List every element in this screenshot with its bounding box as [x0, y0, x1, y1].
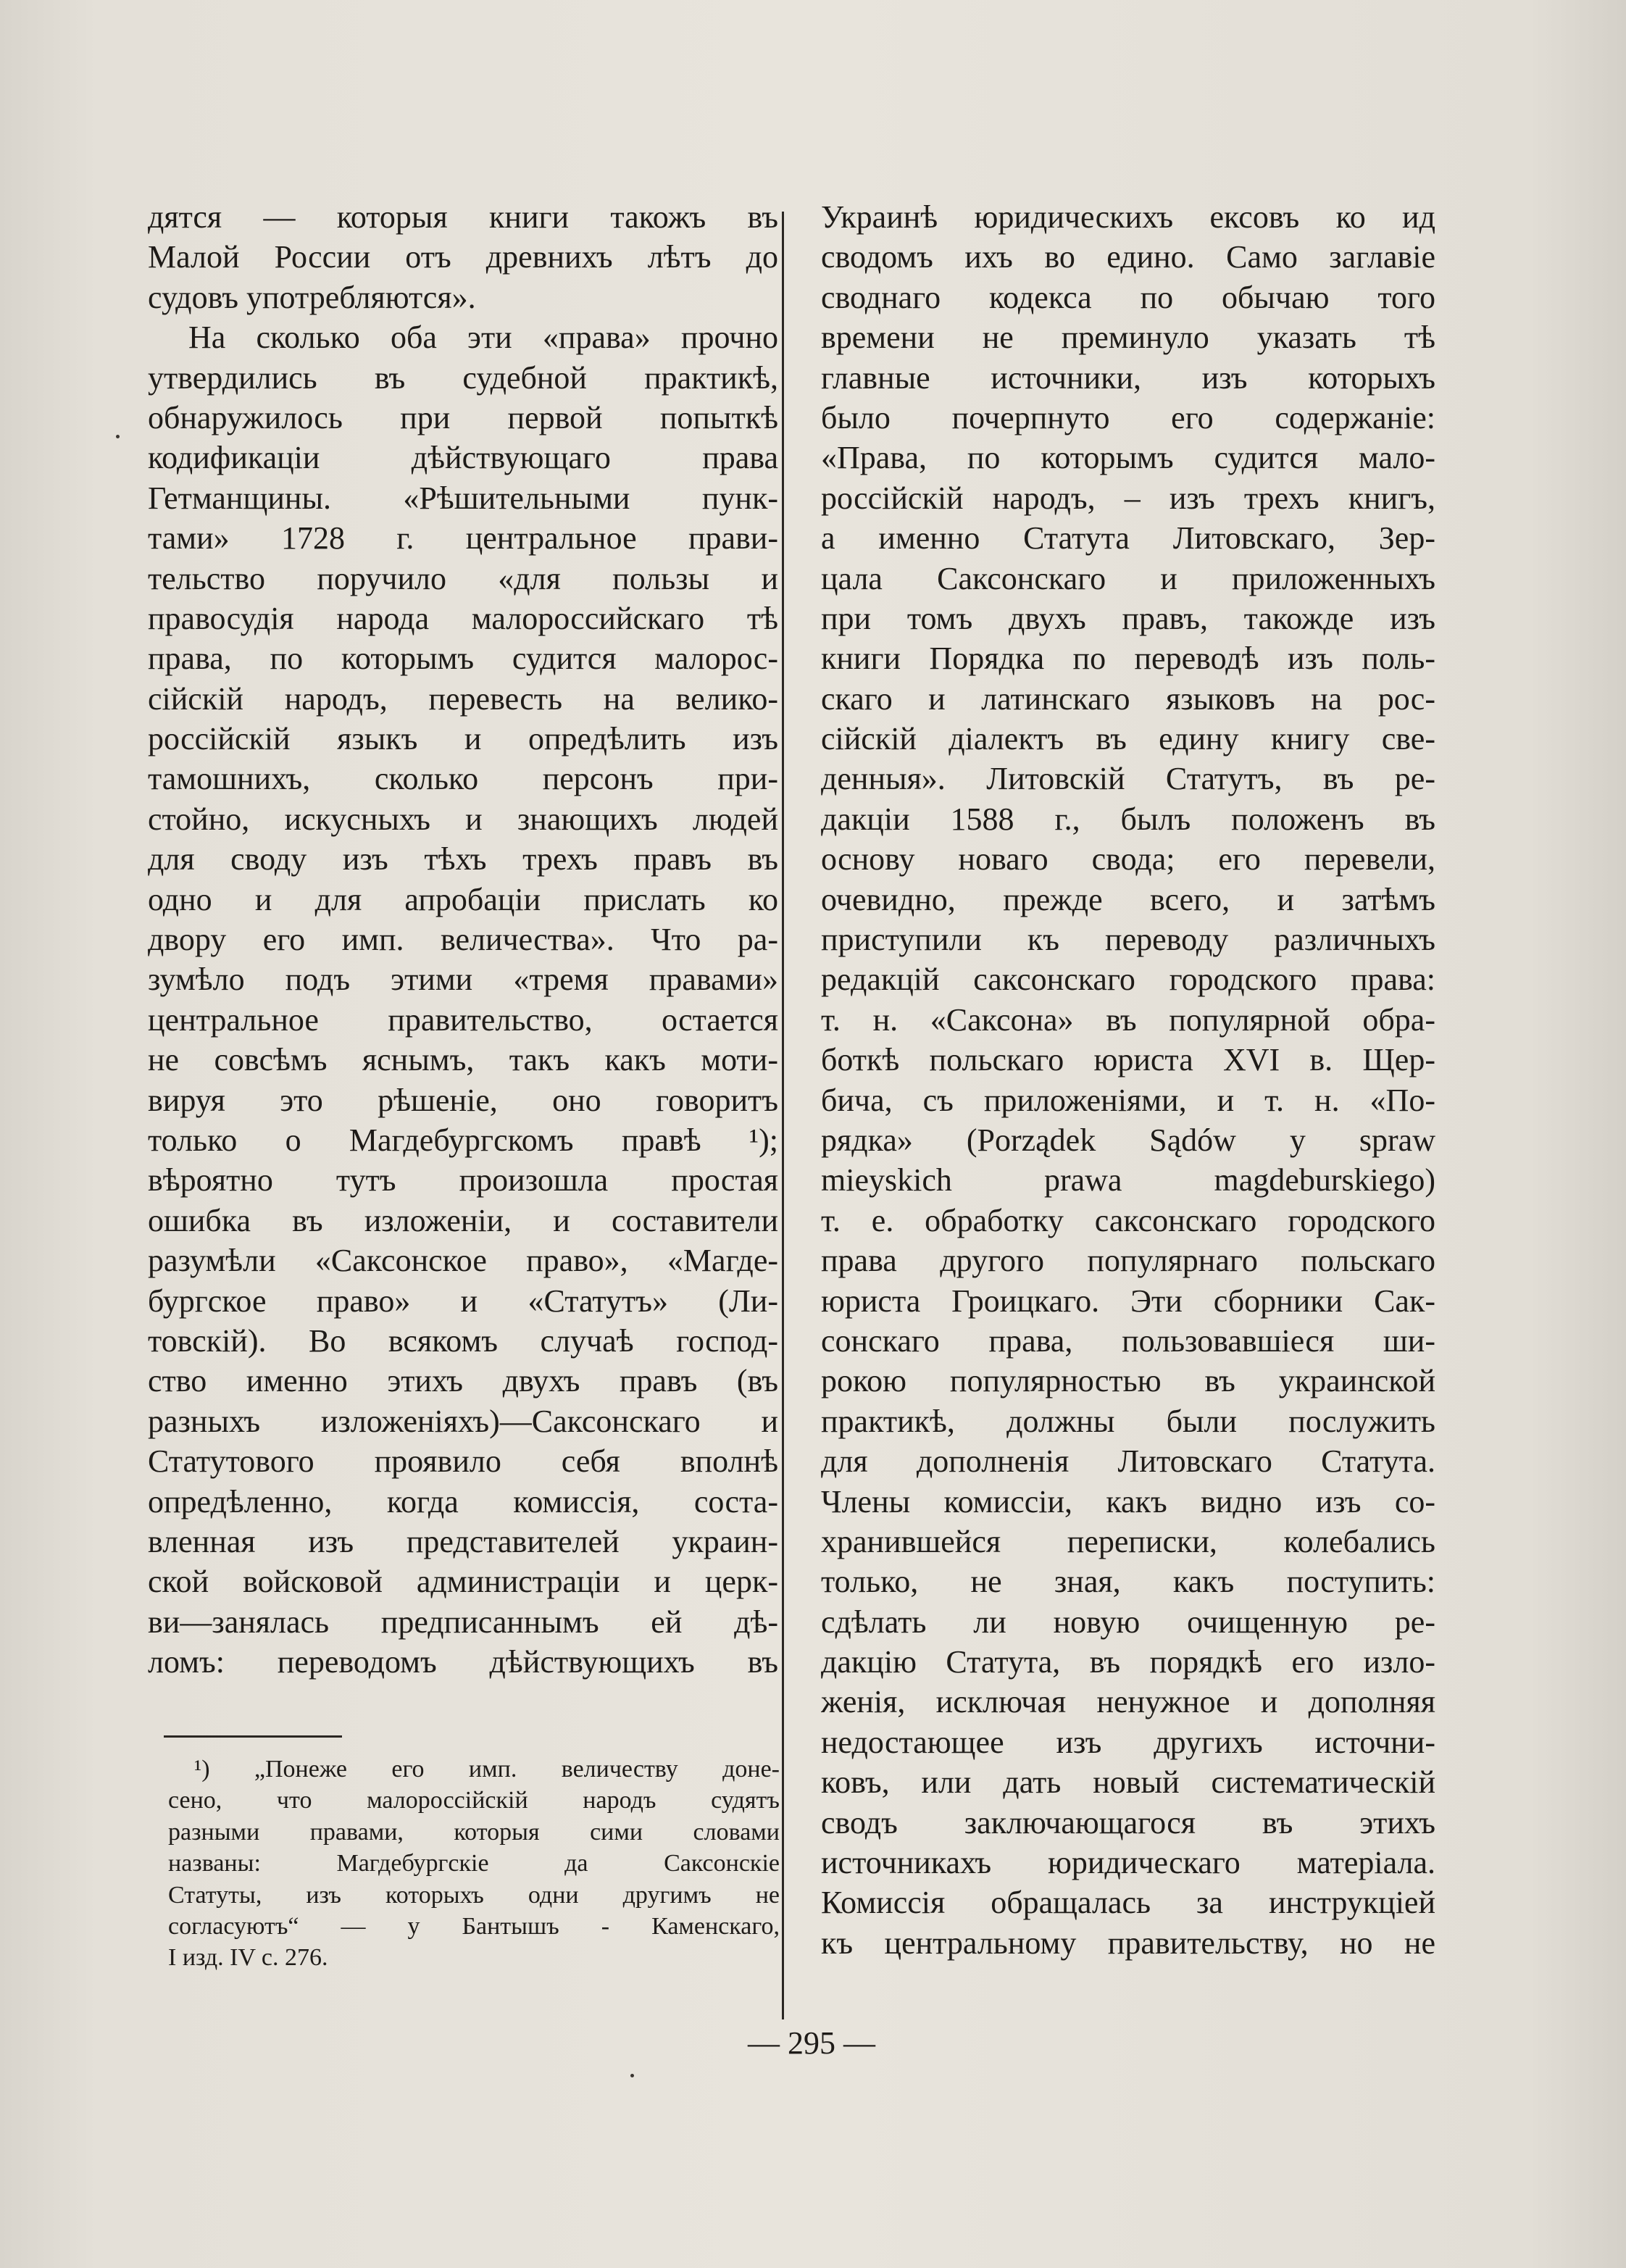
footnote-line: сено, что малороссійскій народъ судятъ [168, 1787, 780, 1814]
text-line: центральное правительство, остается [148, 1001, 778, 1038]
text-line: только о Магдебургскомъ правѣ ¹); [148, 1122, 778, 1158]
text-line: стойно, искусныхъ и знающихъ людей [148, 801, 778, 837]
footnote-rule [164, 1735, 342, 1738]
text-line: разумѣли «Саксонское право», «Магде- [148, 1243, 778, 1279]
text-line: денныя». Литовскій Статутъ, въ ре- [821, 761, 1435, 797]
text-line: скаго и латинскаго языковъ на рос- [821, 680, 1435, 717]
text-line: женія, исключая ненужное и дополняя [821, 1684, 1435, 1720]
text-line: дятся — которыя книги такожъ въ [148, 199, 778, 235]
text-line: «Права, по которымъ судится мало- [821, 440, 1435, 476]
text-line: сводомъ ихъ во едино. Само заглавіе [821, 239, 1435, 275]
text-line: ство именно этихъ двухъ правъ (въ [148, 1363, 778, 1399]
text-line: приступили къ переводу различныхъ [821, 922, 1435, 958]
text-line: основу новаго свода; его перевели, [821, 841, 1435, 877]
text-line: при томъ двухъ правъ, такожде изъ [821, 600, 1435, 636]
text-line: т. е. обработку саксонскаго городского [821, 1202, 1435, 1238]
footnote-line: I изд. IV с. 276. [168, 1944, 328, 1972]
text-line: недостающее изъ другихъ источни- [821, 1724, 1435, 1760]
text-line: Статутового проявило себя вполнѣ [148, 1443, 778, 1480]
text-line: зумѣло подъ этими «тремя правами» [148, 962, 778, 998]
text-line: Малой России отъ древнихъ лѣтъ до [148, 239, 778, 275]
text-line: своднаго кодекса по обычаю того [821, 279, 1435, 315]
text-line: ошибка въ изложеніи, и составители [148, 1202, 778, 1238]
text-line: ломъ: переводомъ дѣйствующихъ въ [148, 1644, 778, 1680]
text-line: разныхъ изложеніяхъ)—Саксонскаго и [148, 1403, 778, 1439]
text-line: правосудія народа малороссийскаго тѣ [148, 600, 778, 636]
text-line: источникахъ юридическаго матеріала. [821, 1845, 1435, 1881]
text-line: дакціи 1588 г., былъ положенъ въ [821, 801, 1435, 837]
text-line: тельство поручило «для пользы и [148, 560, 778, 596]
text-line: юриста Гроицкаго. Эти сборники Сак- [821, 1283, 1435, 1319]
text-line: сводъ заключающагося въ этихъ [821, 1804, 1435, 1840]
text-line: опредѣленно, когда комиссія, соста- [148, 1483, 778, 1519]
print-speck [116, 435, 120, 438]
footnote-line: названы: Магдебургскіе да Саксонскіе [168, 1850, 780, 1877]
text-line: редакцій саксонскаго городского права: [821, 962, 1435, 998]
text-line: утвердились въ судебной практикѣ, [148, 359, 778, 396]
text-line: права другого популярнаго польскаго [821, 1243, 1435, 1279]
text-line: было почерпнуто его содержаніе: [821, 399, 1435, 435]
text-line: боткѣ польскаго юриста XVI в. Щер- [821, 1042, 1435, 1078]
text-line: кодификаціи дѣйствующаго права [148, 440, 778, 476]
text-line: а именно Статута Литовскаго, Зер- [821, 520, 1435, 556]
text-line: книги Порядка по переводѣ изъ поль- [821, 641, 1435, 677]
text-line: права, по которымъ судится малорос- [148, 641, 778, 677]
footnote-line: разными правами, которыя сими словами [168, 1818, 780, 1846]
footnote-line: согласуютъ“ — у Бантышъ - Каменскаго, [168, 1912, 780, 1940]
footnote-line: Статуты, изъ которыхъ одни другимъ не [168, 1881, 780, 1909]
text-line: сійскій діалектъ въ едину книгу све- [821, 721, 1435, 757]
text-line: для дополненія Литовскаго Статута. [821, 1443, 1435, 1480]
text-line: практикѣ, должны были послужить [821, 1403, 1435, 1439]
text-line: главные источники, изъ которыхъ [821, 359, 1435, 396]
text-line: вленная изъ представителей украин- [148, 1523, 778, 1559]
text-line: тамошнихъ, сколько персонъ при- [148, 761, 778, 797]
text-line: вируя это рѣшеніе, оно говоритъ [148, 1082, 778, 1118]
text-line: сдѣлать ли новую очищенную ре- [821, 1604, 1435, 1640]
text-line: россійскій народъ, – изъ трехъ книгъ, [821, 480, 1435, 516]
text-line: обнаружилось при первой попыткѣ [148, 399, 778, 435]
left-column [148, 197, 778, 1682]
footnote-line: ¹) „Понеже его имп. величеству доне- [194, 1756, 780, 1783]
text-line: Члены комиссіи, какъ видно изъ со- [821, 1483, 1435, 1519]
text-line: ской войсковой администраціи и церк- [148, 1564, 778, 1600]
text-line: бургское право» и «Статутъ» (Ли- [148, 1283, 778, 1319]
column-divider [782, 212, 784, 2019]
text-line: Украинѣ юридическихъ ексовъ ко ид [821, 199, 1435, 235]
text-line: ковъ, или дать новый систематическій [821, 1764, 1435, 1801]
text-line: къ центральному правительству, но не [821, 1925, 1435, 1961]
text-line: хранившейся переписки, колебались [821, 1523, 1435, 1559]
text-line: россійскій языкъ и опредѣлить изъ [148, 721, 778, 757]
text-line: тами» 1728 г. центральное прави- [148, 520, 778, 556]
text-line: судовъ употребляются». [148, 279, 476, 315]
text-line: двору его имп. величества». Что ра- [148, 922, 778, 958]
text-line: только, не зная, какъ поступить: [821, 1564, 1435, 1600]
text-line: ви—занялась предписаннымъ ей дѣ- [148, 1604, 778, 1640]
text-line: времени не преминуло указать тѣ [821, 320, 1435, 356]
text-line: рокою популярностью въ украинской [821, 1363, 1435, 1399]
text-line: сонскаго права, пользовавшіеся ши- [821, 1322, 1435, 1359]
text-line: Гетманщины. «Рѣшительными пунк- [148, 480, 778, 516]
text-line: рядка» (Porządek Sądów y spraw [821, 1122, 1435, 1158]
text-line: не совсѣмъ яснымъ, такъ какъ моти- [148, 1042, 778, 1078]
text-line: сійскій народъ, перевесть на велико- [148, 680, 778, 717]
footnote [168, 1754, 780, 1974]
text-line: На сколько оба эти «права» прочно [188, 320, 778, 356]
text-line: товскій). Во всякомъ случаѣ господ- [148, 1322, 778, 1359]
text-line: одно и для апробаціи прислать ко [148, 881, 778, 917]
text-line: т. н. «Саксона» въ популярной обра- [821, 1001, 1435, 1038]
print-speck [630, 2074, 634, 2077]
text-line: Комиссія обращалась за инструкціей [821, 1885, 1435, 1921]
right-column [821, 197, 1435, 1963]
text-line: вѣроятно тутъ произошла простая [148, 1162, 778, 1198]
text-line: для своду изъ тѣхъ трехъ правъ въ [148, 841, 778, 877]
text-line: бича, съ приложеніями, и т. н. «По- [821, 1082, 1435, 1118]
text-line: цала Саксонскаго и приложенныхъ [821, 560, 1435, 596]
page-number: — 295 — [748, 2025, 875, 2061]
text-line: очевидно, прежде всего, и затѣмъ [821, 881, 1435, 917]
text-line: дакцію Статута, въ порядкѣ его изло- [821, 1644, 1435, 1680]
text-line: mieyskich prawa magdeburskiego) [821, 1162, 1435, 1198]
